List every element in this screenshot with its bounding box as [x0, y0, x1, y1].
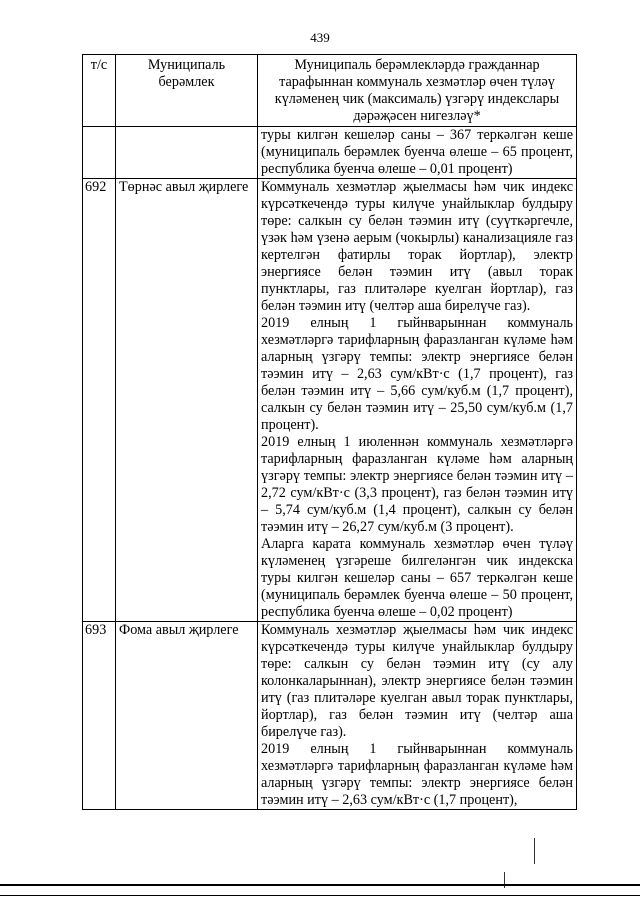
cell-continued-text: туры килгән кешеләр саны – 367 теркәлгән кеше (муниципаль берәмлек буенча өлеше – 65 процент, республика буенча өлеше – 0,01 процент): [258, 127, 577, 179]
paragraph: Коммуналь хезмәтләр җыелмасы һәм чик индекс күрсәткечендә туры килүче унайлыклар булдыру төре: салкын су белән тәэмин итү (су алу колонкаларыннан), электр энергиясе белән тәэмин итү (газ плитәләре куелган авыл торак пунктлары, йортлар), газ белән тәэмин итү (челтәр аша бирелүче газ).: [261, 622, 573, 740]
header-description: Муниципаль берәмлекләрдә гражданнар тарафыннан коммуналь хезмәтләр өчен түләү күләменең чик (максималь) үзгәрү индекслары дәрәҗәсен нигезләү*: [258, 55, 577, 127]
paragraph: 2019 елның 1 июленнән коммуналь хезмәтләргә тарифларның фаразланган күләме һәм аларның үзгәрү темпы: электр энергиясе белән тәэмин итү – 2,72 сум/кВт·с (3,3 процент), газ белән тәэмин итү – 5,74 сум/куб.м (1,4 процент), салкын су белән тәэмин итү – 26,27 сум/куб.м (3 процент).: [261, 434, 573, 535]
paragraph: Коммуналь хезмәтләр җыелмасы һәм чик индекс күрсәткечендә туры килүче унайлыклар булдыру төре: салкын су белән тәэмин итү (суүткәргечле, үзәк һәм үзенә аерым (чокырлы) канализацияле газ кертелгән фатирлы торак йортлар), электр энергиясе белән тәэмин итү (авыл торак пунктлары, газ плитәләре куелган йортлар), газ белән тәэмин итү (челтәр аша бирелүче газ).: [261, 179, 573, 314]
paragraph: 2019 елның 1 гыйнварыннан коммуналь хезмәтләргә тарифларның фаразланган күләме һәм аларның үзгәрү темпы: электр энергиясе белән тәэмин итү – 2,63 сум/кВт·с (1,7 процент), газ белән тәэмин итү – 5,66 сум/куб.м (1,7 процент), салкын су белән тәэмин итү – 25,50 сум/куб.м (1,7 процент).: [261, 315, 573, 433]
municipal-tariff-table: [82, 54, 577, 810]
paragraph: Аларга карата коммуналь хезмәтләр өчен түләү күләменең үзгәреше билгеләнгән чик индекска туры килгән кешеләр саны – 657 теркәлгән кеше (муниципаль берәмлек буенча өлеше – 50 процент, республика буенча өлеше – 0,02 процент): [261, 536, 573, 620]
row-description: [258, 622, 577, 810]
table-header-row: [83, 55, 577, 127]
row-number: 692: [83, 179, 116, 622]
table-row: [83, 622, 577, 810]
paragraph: 2019 елның 1 гыйнварыннан коммуналь хезмәтләргә тарифларның фаразланган күләме һәм аларның үзгәрү темпы: электр энергиясе белән тәэмин итү – 2,63 сум/кВт·с (1,7 процент),: [261, 741, 573, 808]
municipality-name: Фома авыл җирлеге: [116, 622, 258, 810]
row-number: 693: [83, 622, 116, 810]
page-number: 439: [310, 30, 330, 45]
scan-edge-line: [0, 884, 640, 886]
cell-num-empty: [83, 127, 116, 179]
table-row-continued: [83, 127, 577, 179]
row-description: [258, 179, 577, 622]
table-row: [83, 179, 577, 622]
municipality-name: Төрнәс авыл җирлеге: [116, 179, 258, 622]
scan-edge-line: [0, 895, 640, 896]
header-municipality: Муниципаль берәмлек: [116, 55, 258, 127]
header-num: т/с: [83, 55, 116, 127]
scan-artifact-mark: [534, 838, 535, 864]
cell-name-empty: [116, 127, 258, 179]
